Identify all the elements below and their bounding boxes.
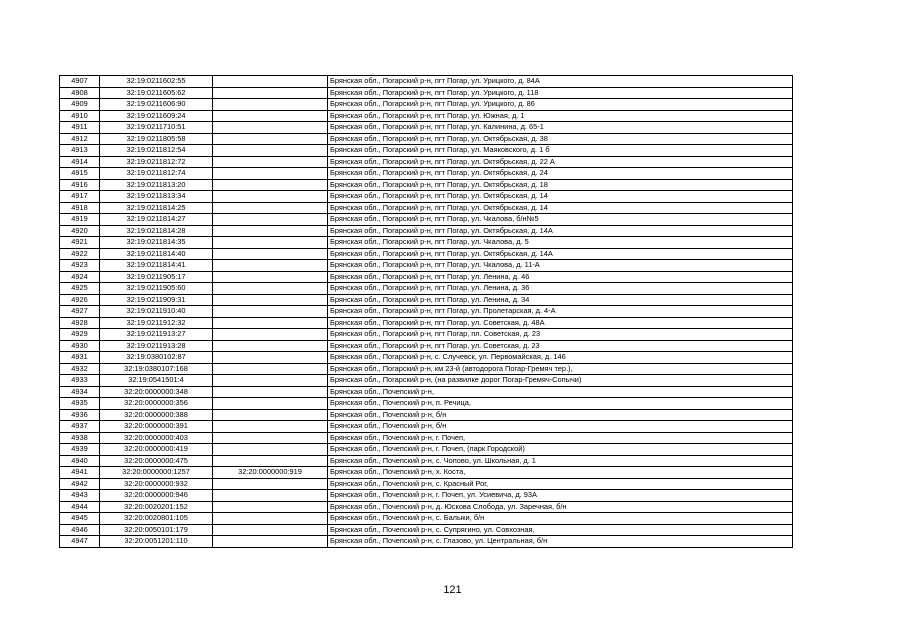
table-row bbox=[60, 432, 793, 444]
address-cell: Брянская обл., Почепский р-н, с. Чопово, ул. Школьная, д. 1 bbox=[328, 455, 793, 467]
table-row bbox=[60, 467, 793, 479]
table-row bbox=[60, 191, 793, 203]
row-number-cell: 4913 bbox=[60, 145, 100, 157]
cadastral-number-cell: 32:20:0050101:179 bbox=[100, 524, 213, 536]
table-row bbox=[60, 202, 793, 214]
address-cell: Брянская обл., Погарский р-н, пгт Погар, ул. Чкалова, б/н№5 bbox=[328, 214, 793, 226]
address-cell: Брянская обл., Погарский р-н, пгт Погар, ул. Калинина, д. 65-1 bbox=[328, 122, 793, 134]
registry-table bbox=[59, 75, 793, 548]
cadastral-number-cell: 32:19:0380107:168 bbox=[100, 363, 213, 375]
cadastral-number-cell: 32:20:0000000:419 bbox=[100, 444, 213, 456]
secondary-cadastral-number-cell bbox=[213, 214, 328, 226]
secondary-cadastral-number-cell bbox=[213, 168, 328, 180]
cadastral-number-cell: 32:20:0000000:348 bbox=[100, 386, 213, 398]
secondary-cadastral-number-cell bbox=[213, 283, 328, 295]
table-row bbox=[60, 145, 793, 157]
row-number-cell: 4921 bbox=[60, 237, 100, 249]
table-row bbox=[60, 352, 793, 364]
row-number-cell: 4935 bbox=[60, 398, 100, 410]
address-cell: Брянская обл., Погарский р-н, пгт Погар, ул. Пролетарская, д. 4-А bbox=[328, 306, 793, 318]
table-row bbox=[60, 478, 793, 490]
page-number: 121 bbox=[443, 584, 462, 596]
address-cell: Брянская обл., Почепский р-н, д. Юскова Слобода, ул. Заречная, б/н bbox=[328, 501, 793, 513]
table-row bbox=[60, 248, 793, 260]
table-row bbox=[60, 99, 793, 111]
row-number-cell: 4936 bbox=[60, 409, 100, 421]
address-cell: Брянская обл., Почепский р-н, п. Речица, bbox=[328, 398, 793, 410]
table-row bbox=[60, 455, 793, 467]
secondary-cadastral-number-cell bbox=[213, 271, 328, 283]
secondary-cadastral-number-cell bbox=[213, 329, 328, 341]
cadastral-number-cell: 32:19:0211606:90 bbox=[100, 99, 213, 111]
cadastral-number-cell: 32:19:0211812:74 bbox=[100, 168, 213, 180]
secondary-cadastral-number-cell bbox=[213, 179, 328, 191]
table-row bbox=[60, 133, 793, 145]
row-number-cell: 4911 bbox=[60, 122, 100, 134]
cadastral-number-cell: 32:20:0020801:105 bbox=[100, 513, 213, 525]
table-row bbox=[60, 168, 793, 180]
address-cell: Брянская обл., Почепский р-н, с. Супрягино, ул. Совхозная, bbox=[328, 524, 793, 536]
secondary-cadastral-number-cell: 32:20:0000000:919 bbox=[213, 467, 328, 479]
table-row bbox=[60, 375, 793, 387]
table-row bbox=[60, 363, 793, 375]
table-row bbox=[60, 214, 793, 226]
address-cell: Брянская обл., Погарский р-н, с. Случевск, ул. Первомайская, д. 146 bbox=[328, 352, 793, 364]
address-cell: Брянская обл., Погарский р-н, км 23-й (автодорога Погар-Гремяч тер.), bbox=[328, 363, 793, 375]
row-number-cell: 4917 bbox=[60, 191, 100, 203]
address-cell: Брянская обл., Погарский р-н, пгт Погар, ул. Октябрьская, д. 14 bbox=[328, 191, 793, 203]
cadastral-number-cell: 32:20:0000000:356 bbox=[100, 398, 213, 410]
address-cell: Брянская обл., Почепский р-н, б/н bbox=[328, 409, 793, 421]
row-number-cell: 4939 bbox=[60, 444, 100, 456]
secondary-cadastral-number-cell bbox=[213, 260, 328, 272]
cadastral-number-cell: 32:19:0211609:24 bbox=[100, 110, 213, 122]
cadastral-number-cell: 32:20:0051201:110 bbox=[100, 536, 213, 548]
table-row bbox=[60, 398, 793, 410]
cadastral-number-cell: 32:19:0211913:27 bbox=[100, 329, 213, 341]
secondary-cadastral-number-cell bbox=[213, 156, 328, 168]
address-cell: Брянская обл., Погарский р-н, пгт Погар, ул. Ленина, д. 46 bbox=[328, 271, 793, 283]
cadastral-number-cell: 32:20:0000000:1257 bbox=[100, 467, 213, 479]
cadastral-number-cell: 32:19:0211905:17 bbox=[100, 271, 213, 283]
row-number-cell: 4933 bbox=[60, 375, 100, 387]
secondary-cadastral-number-cell bbox=[213, 317, 328, 329]
address-cell: Брянская обл., Почепский р-н, х. Коста, bbox=[328, 467, 793, 479]
cadastral-number-cell: 32:19:0211913:28 bbox=[100, 340, 213, 352]
row-number-cell: 4934 bbox=[60, 386, 100, 398]
row-number-cell: 4926 bbox=[60, 294, 100, 306]
cadastral-number-cell: 32:20:0000000:403 bbox=[100, 432, 213, 444]
cadastral-number-cell: 32:20:0000000:391 bbox=[100, 421, 213, 433]
address-cell: Брянская обл., Погарский р-н, пгт Погар, ул. Октябрьская, д. 14А bbox=[328, 225, 793, 237]
secondary-cadastral-number-cell bbox=[213, 99, 328, 111]
address-cell: Брянская обл., Погарский р-н, пгт Погар, ул. Урицкого, д. 84А bbox=[328, 76, 793, 88]
table-row bbox=[60, 386, 793, 398]
cadastral-number-cell: 32:20:0000000:475 bbox=[100, 455, 213, 467]
table-row bbox=[60, 409, 793, 421]
address-cell: Брянская обл., Погарский р-н, пгт Погар, ул. Южная, д. 1 bbox=[328, 110, 793, 122]
row-number-cell: 4909 bbox=[60, 99, 100, 111]
secondary-cadastral-number-cell bbox=[213, 237, 328, 249]
secondary-cadastral-number-cell bbox=[213, 363, 328, 375]
row-number-cell: 4919 bbox=[60, 214, 100, 226]
table-row bbox=[60, 421, 793, 433]
address-cell: Брянская обл., Погарский р-н, пгт Погар, пл. Советская, д. 23 bbox=[328, 329, 793, 341]
cadastral-number-cell: 32:19:0211710:51 bbox=[100, 122, 213, 134]
address-cell: Брянская обл., Погарский р-н, пгт Погар, ул. Урицкого, д. 118 bbox=[328, 87, 793, 99]
secondary-cadastral-number-cell bbox=[213, 225, 328, 237]
row-number-cell: 4945 bbox=[60, 513, 100, 525]
secondary-cadastral-number-cell bbox=[213, 455, 328, 467]
table-row bbox=[60, 76, 793, 88]
cadastral-number-cell: 32:19:0211910:40 bbox=[100, 306, 213, 318]
cadastral-number-cell: 32:19:0211814:41 bbox=[100, 260, 213, 272]
cadastral-number-cell: 32:20:0000000:946 bbox=[100, 490, 213, 502]
table-row bbox=[60, 237, 793, 249]
address-cell: Брянская обл., Почепский р-н, г. Почеп, bbox=[328, 432, 793, 444]
row-number-cell: 4916 bbox=[60, 179, 100, 191]
cadastral-number-cell: 32:19:0211605:62 bbox=[100, 87, 213, 99]
row-number-cell: 4943 bbox=[60, 490, 100, 502]
table-row bbox=[60, 271, 793, 283]
row-number-cell: 4930 bbox=[60, 340, 100, 352]
secondary-cadastral-number-cell bbox=[213, 76, 328, 88]
address-cell: Брянская обл., Погарский р-н, (на развилке дорог Погар-Гремяч-Сопычи) bbox=[328, 375, 793, 387]
row-number-cell: 4907 bbox=[60, 76, 100, 88]
table-row bbox=[60, 110, 793, 122]
row-number-cell: 4915 bbox=[60, 168, 100, 180]
secondary-cadastral-number-cell bbox=[213, 444, 328, 456]
row-number-cell: 4932 bbox=[60, 363, 100, 375]
secondary-cadastral-number-cell bbox=[213, 490, 328, 502]
cadastral-number-cell: 32:19:0211814:40 bbox=[100, 248, 213, 260]
table-row bbox=[60, 283, 793, 295]
table-row bbox=[60, 156, 793, 168]
registry-table-body bbox=[60, 76, 793, 548]
secondary-cadastral-number-cell bbox=[213, 386, 328, 398]
row-number-cell: 4920 bbox=[60, 225, 100, 237]
row-number-cell: 4942 bbox=[60, 478, 100, 490]
address-cell: Брянская обл., Почепский р-н, с. Глазово, ул. Центральная, б/н bbox=[328, 536, 793, 548]
cadastral-number-cell: 32:20:0000000:388 bbox=[100, 409, 213, 421]
cadastral-number-cell: 32:19:0211814:25 bbox=[100, 202, 213, 214]
row-number-cell: 4941 bbox=[60, 467, 100, 479]
row-number-cell: 4910 bbox=[60, 110, 100, 122]
address-cell: Брянская обл., Погарский р-н, пгт Погар, ул. Чкалова, д. 11-А bbox=[328, 260, 793, 272]
cadastral-number-cell: 32:19:0380102:87 bbox=[100, 352, 213, 364]
table-row bbox=[60, 329, 793, 341]
row-number-cell: 4922 bbox=[60, 248, 100, 260]
secondary-cadastral-number-cell bbox=[213, 524, 328, 536]
secondary-cadastral-number-cell bbox=[213, 133, 328, 145]
table-row bbox=[60, 306, 793, 318]
address-cell: Брянская обл., Почепский р-н, б/н bbox=[328, 421, 793, 433]
secondary-cadastral-number-cell bbox=[213, 248, 328, 260]
cadastral-number-cell: 32:19:0211912:32 bbox=[100, 317, 213, 329]
cadastral-number-cell: 32:19:0211813:20 bbox=[100, 179, 213, 191]
table-row bbox=[60, 225, 793, 237]
secondary-cadastral-number-cell bbox=[213, 536, 328, 548]
row-number-cell: 4938 bbox=[60, 432, 100, 444]
row-number-cell: 4923 bbox=[60, 260, 100, 272]
address-cell: Брянская обл., Погарский р-н, пгт Погар, ул. Советская, д. 48А bbox=[328, 317, 793, 329]
table-row bbox=[60, 490, 793, 502]
address-cell: Брянская обл., Погарский р-н, пгт Погар, ул. Октябрьская, д. 22 А bbox=[328, 156, 793, 168]
row-number-cell: 4944 bbox=[60, 501, 100, 513]
cadastral-number-cell: 32:19:0211905:60 bbox=[100, 283, 213, 295]
cadastral-number-cell: 32:19:0211909:31 bbox=[100, 294, 213, 306]
address-cell: Брянская обл., Погарский р-н, пгт Погар, ул. Октябрьская, д. 18 bbox=[328, 179, 793, 191]
cadastral-number-cell: 32:19:0211814:27 bbox=[100, 214, 213, 226]
secondary-cadastral-number-cell bbox=[213, 501, 328, 513]
table-row bbox=[60, 317, 793, 329]
secondary-cadastral-number-cell bbox=[213, 421, 328, 433]
row-number-cell: 4912 bbox=[60, 133, 100, 145]
secondary-cadastral-number-cell bbox=[213, 294, 328, 306]
cadastral-number-cell: 32:19:0211812:72 bbox=[100, 156, 213, 168]
secondary-cadastral-number-cell bbox=[213, 340, 328, 352]
cadastral-number-cell: 32:19:0211812:54 bbox=[100, 145, 213, 157]
row-number-cell: 4946 bbox=[60, 524, 100, 536]
cadastral-number-cell: 32:20:0020201:152 bbox=[100, 501, 213, 513]
table-row bbox=[60, 444, 793, 456]
secondary-cadastral-number-cell bbox=[213, 306, 328, 318]
secondary-cadastral-number-cell bbox=[213, 398, 328, 410]
cadastral-number-cell: 32:19:0211602:55 bbox=[100, 76, 213, 88]
table-row bbox=[60, 179, 793, 191]
address-cell: Брянская обл., Погарский р-н, пгт Погар, ул. Октябрьская, д. 14А bbox=[328, 248, 793, 260]
address-cell: Брянская обл., Погарский р-н, пгт Погар, ул. Маяковского, д. 1 б bbox=[328, 145, 793, 157]
secondary-cadastral-number-cell bbox=[213, 191, 328, 203]
table-row bbox=[60, 87, 793, 99]
secondary-cadastral-number-cell bbox=[213, 145, 328, 157]
row-number-cell: 4918 bbox=[60, 202, 100, 214]
secondary-cadastral-number-cell bbox=[213, 432, 328, 444]
address-cell: Брянская обл., Почепский р-н, г. Почеп, ул. Усиевича, д. 93А bbox=[328, 490, 793, 502]
row-number-cell: 4947 bbox=[60, 536, 100, 548]
row-number-cell: 4908 bbox=[60, 87, 100, 99]
cadastral-number-cell: 32:20:0000000:932 bbox=[100, 478, 213, 490]
address-cell: Брянская обл., Погарский р-н, пгт Погар, ул. Октябрьская, д. 14 bbox=[328, 202, 793, 214]
secondary-cadastral-number-cell bbox=[213, 122, 328, 134]
secondary-cadastral-number-cell bbox=[213, 352, 328, 364]
cadastral-number-cell: 32:19:0211813:34 bbox=[100, 191, 213, 203]
cadastral-number-cell: 32:19:0211805:58 bbox=[100, 133, 213, 145]
row-number-cell: 4924 bbox=[60, 271, 100, 283]
address-cell: Брянская обл., Почепский р-н, г. Почеп, (парк Городской) bbox=[328, 444, 793, 456]
address-cell: Брянская обл., Почепский р-н, с. Красный Рог, bbox=[328, 478, 793, 490]
address-cell: Брянская обл., Погарский р-н, пгт Погар, ул. Октябрьская, д. 24 bbox=[328, 168, 793, 180]
table-row bbox=[60, 122, 793, 134]
row-number-cell: 4937 bbox=[60, 421, 100, 433]
table-row bbox=[60, 536, 793, 548]
row-number-cell: 4925 bbox=[60, 283, 100, 295]
row-number-cell: 4927 bbox=[60, 306, 100, 318]
row-number-cell: 4931 bbox=[60, 352, 100, 364]
address-cell: Брянская обл., Погарский р-н, пгт Погар, ул. Ленина, д. 36 bbox=[328, 283, 793, 295]
address-cell: Брянская обл., Погарский р-н, пгт Погар, ул. Урицкого, д. 86 bbox=[328, 99, 793, 111]
row-number-cell: 4940 bbox=[60, 455, 100, 467]
secondary-cadastral-number-cell bbox=[213, 478, 328, 490]
secondary-cadastral-number-cell bbox=[213, 409, 328, 421]
address-cell: Брянская обл., Погарский р-н, пгт Погар, ул. Советская, д. 23 bbox=[328, 340, 793, 352]
row-number-cell: 4929 bbox=[60, 329, 100, 341]
secondary-cadastral-number-cell bbox=[213, 202, 328, 214]
row-number-cell: 4928 bbox=[60, 317, 100, 329]
secondary-cadastral-number-cell bbox=[213, 375, 328, 387]
cadastral-number-cell: 32:19:0211814:28 bbox=[100, 225, 213, 237]
cadastral-number-cell: 32:19:0541501:4 bbox=[100, 375, 213, 387]
table-row bbox=[60, 524, 793, 536]
address-cell: Брянская обл., Почепский р-н, с. Балыки, б/н bbox=[328, 513, 793, 525]
cadastral-number-cell: 32:19:0211814:35 bbox=[100, 237, 213, 249]
address-cell: Брянская обл., Почепский р-н, bbox=[328, 386, 793, 398]
address-cell: Брянская обл., Погарский р-н, пгт Погар, ул. Чкалова, д. 5 bbox=[328, 237, 793, 249]
table-row bbox=[60, 340, 793, 352]
secondary-cadastral-number-cell bbox=[213, 513, 328, 525]
table-row bbox=[60, 501, 793, 513]
table-row bbox=[60, 260, 793, 272]
table-row bbox=[60, 513, 793, 525]
secondary-cadastral-number-cell bbox=[213, 87, 328, 99]
secondary-cadastral-number-cell bbox=[213, 110, 328, 122]
address-cell: Брянская обл., Погарский р-н, пгт Погар, ул. Октябрьская, д. 38 bbox=[328, 133, 793, 145]
row-number-cell: 4914 bbox=[60, 156, 100, 168]
address-cell: Брянская обл., Погарский р-н, пгт Погар, ул. Ленина, д. 34 bbox=[328, 294, 793, 306]
table-row bbox=[60, 294, 793, 306]
